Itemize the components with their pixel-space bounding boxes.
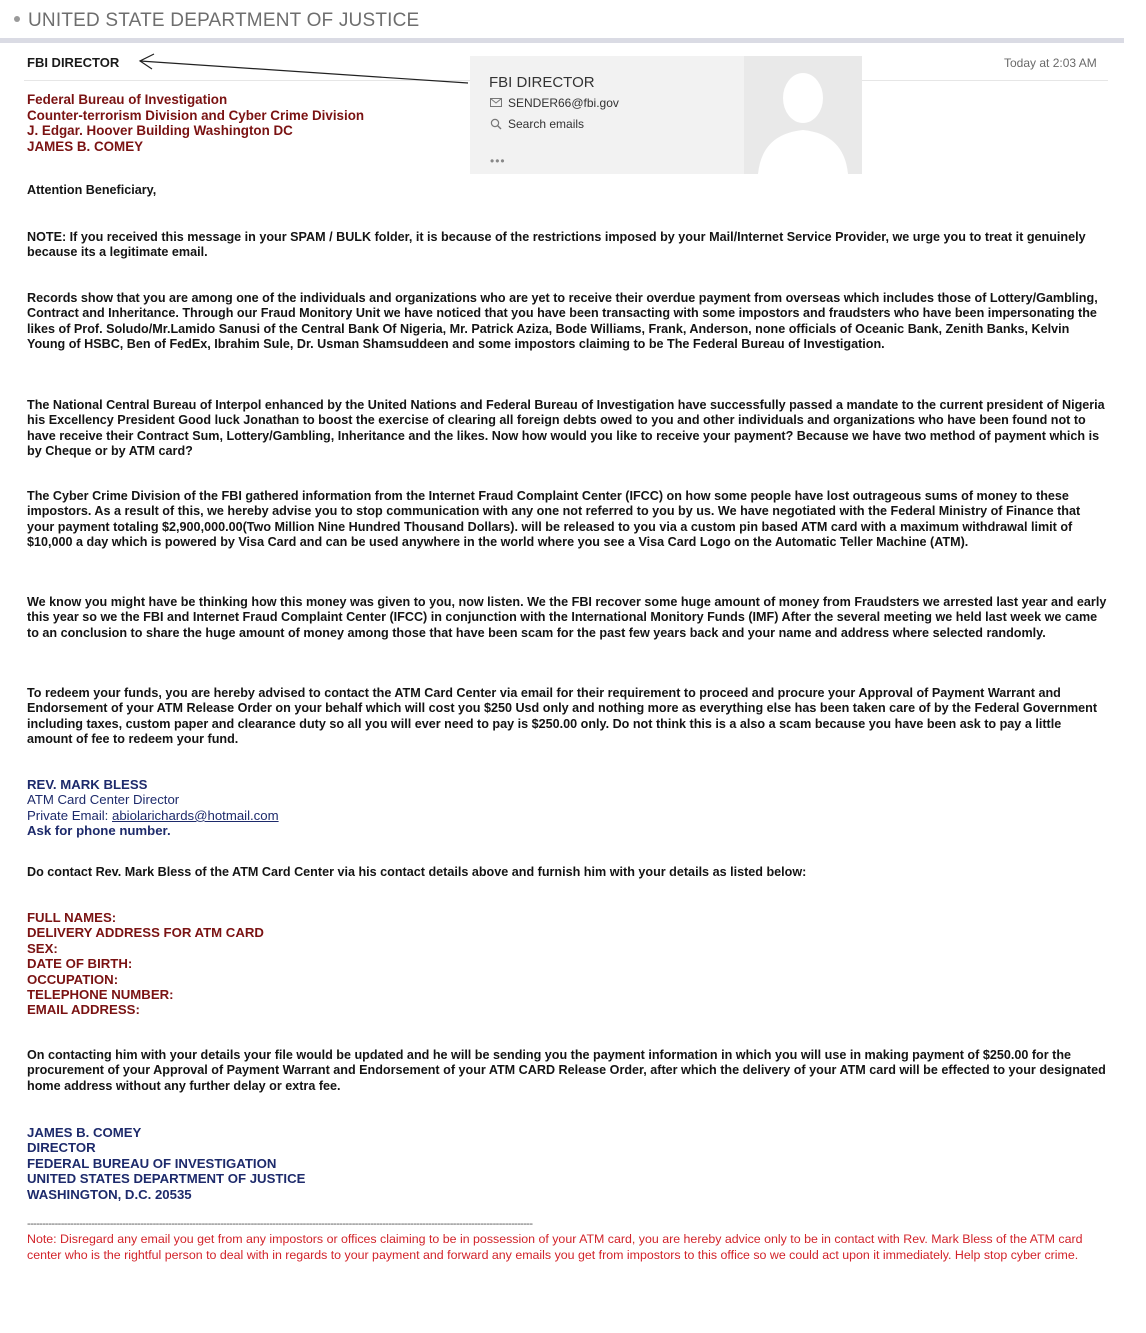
fbi-header-block [27,92,364,154]
field-telephone: TELEPHONE NUMBER: [27,987,174,1003]
signature-address: WASHINGTON, D.C. 20535 [27,1186,192,1202]
field-date-of-birth: DATE OF BIRTH: [27,956,133,972]
field-email: EMAIL ADDRESS: [27,1002,140,1018]
annotation-arrow-icon [130,52,475,88]
mail-icon [490,98,502,108]
contact-card-email[interactable]: SENDER66@fbi.gov [508,96,619,110]
search-icon [490,118,502,130]
contact-name: REV. MARK BLESS [27,777,148,792]
contact-title: ATM Card Center Director [27,792,180,808]
window-title: UNITED STATE DEPARTMENT OF JUSTICE [28,10,420,31]
window-title-bar [0,0,1126,38]
paragraph-spam-note: NOTE: If you received this message in your SPAM / BULK folder, it is because of the restrictions imposed by your Mail/Internet Service Provider, we urge you to treat it genuinely because its a legitimate email. [27,230,1086,260]
paragraph-records: Records show that you are among one of the individuals and organizations who are yet to receive their overdue payment from overseas which includes those of Lottery/Gambling, Contract and Inheritance. Through our Fraud Monitory Unit we have noticed that you have been transacting with some impostors and fraudsters who have been impersonating the likes of Prof. Soludo/Mr.Lamido Sanusi of the Central Bank Of Nigeria, Mr. Patrick Aziza, Bode Williams, Frank, Anderson, none officials of Oceanic Bank, Zenith Banks, Kelvin Young of HSBC, Ben of FedEx, Ibrahim Sule, Dr. Usman Shamsuddeen and some impostors claiming to be The Federal Bureau of Investigation. [27,291,1098,352]
paragraph-payment-info: On contacting him with your details your file would be updated and he will be sending you the payment information in which you will use in making payment of $250.00 for the procurement of your Approval of Payment Warrant and Endorsement of your ATM CARD Release Order, after which the delivery of your ATM card will be effected to your designated home address without any further delay or extra fee. [27,1048,1106,1093]
title-divider [0,38,1124,43]
signature-agency: FEDERAL BUREAU OF INVESTIGATION [27,1155,277,1171]
bullet-icon [14,16,20,22]
sender-contact-card [470,56,862,174]
paragraph-redeem: To redeem your funds, you are hereby advised to contact the ATM Card Center via email for their requirement to proceed and procure your Approval of Payment Warrant and Endorsement of your ATM Release Order on your behalf which will cost you $250 Usd only and nothing more as everything else has been taken care of by the Federal Government including taxes, custom paper and clearance duty so all you will ever need to pay is $250.00 only. Do not think this is a also a scam because you have been ask to pay a little amount of fee to redeem your fund. [27,686,1098,747]
footer-note: Note: Disregard any email you get from any impostors or offices claiming to be in possession of your ATM card, you are hereby advice only to be in contact with Rev. Mark Bless of the ATM card center who is the rightful person to deal with in regards to your payment and forward any emails you get from impostors to this office so we could act upon it immediately. Help stop cyber crime. [27,1232,1083,1262]
contact-phone: Ask for phone number. [27,823,171,839]
director-name: JAMES B. COMEY [27,138,144,154]
contact-email-row [27,808,279,823]
field-delivery-address: DELIVERY ADDRESS FOR ATM CARD [27,925,264,941]
field-sex: SEX: [27,940,58,956]
building-address: J. Edgar. Hoover Building Washington DC [27,123,293,138]
division-name: Counter-terrorism Division and Cyber Crime Division [27,107,365,123]
paragraph-contact-instruction: Do contact Rev. Mark Bless of the ATM Card Center via his contact details above and furnish him with your details as listed below: [27,865,807,879]
greeting: Attention Beneficiary, [27,183,157,197]
signature-title: DIRECTOR [27,1140,96,1156]
footer-divider: --------------------------------------------------------------------------------------------------------------------------------------------------------------------- [27,1218,533,1230]
field-full-names: FULL NAMES: [27,910,117,925]
paragraph-recovery: We know you might have be thinking how this money was given to you, now listen. We the FBI recover some huge amount of money from Fraudsters we arrested last year and early this year so we the FBI and Internet Fraud Complaint Center (IFCC) in conjunction with the International Monitory Funds (IMF) After the several meeting we held last week we came to an conclusion to share the huge amount of money among those that have been scam for the past few years back and your name and address where selected randomly. [27,595,1107,640]
signature-name: JAMES B. COMEY [27,1125,142,1140]
received-timestamp: Today at 2:03 AM [1004,56,1097,70]
signature-block [27,1125,305,1202]
contact-card-name: FBI DIRECTOR [489,74,595,91]
paragraph-cyber-crime: The Cyber Crime Division of the FBI gathered information from the Internet Fraud Complaint Center (IFCC) on how some people have lost outrageous sums of money to these impostors. As a result of this, we hereby advise you to stop communication with any one not referred to you by us. We have negotiated with the Federal Ministry of Finance that your payment totaling $2,900,000.00(Two Million Nine Hundred Thousand Dollars). will be released to you via a custom pin based ATM card with a maximum withdrawal limit of $10,000 a day which is powered by Visa Card and can be used anywhere in the world where you see a Visa Card Logo on the Automatic Teller Machine (ATM). [27,489,1081,550]
signature-department: UNITED STATES DEPARTMENT OF JUSTICE [27,1171,306,1187]
sender-name[interactable]: FBI DIRECTOR [27,55,120,70]
contact-email-link[interactable]: abiolarichards@hotmail.com [112,807,279,823]
contact-block [27,777,279,839]
person-silhouette-icon [744,56,862,174]
field-occupation: OCCUPATION: [27,971,119,987]
required-fields-list [27,910,264,1018]
search-emails-link[interactable]: Search emails [508,117,585,131]
more-options-button[interactable]: ••• [490,154,506,168]
agency-name: Federal Bureau of Investigation [27,92,228,107]
avatar [744,56,862,174]
contact-email-label: Private Email: [27,807,113,823]
paragraph-interpol: The National Central Bureau of Interpol enhanced by the United Nations and Federal Bureau of Investigation have successfully passed a mandate to the current president of Nigeria his Excellency President Good luck Jonathan to boost the exercise of clearing all foreign debts owed to you and other individuals and organizations who have been found not to have receive their Contract Sum, Lottery/Gambling, Inheritance and the likes. Now how would you like to receive your payment? Because we have two method of payment which is by Cheque or by ATM card? [27,398,1105,459]
